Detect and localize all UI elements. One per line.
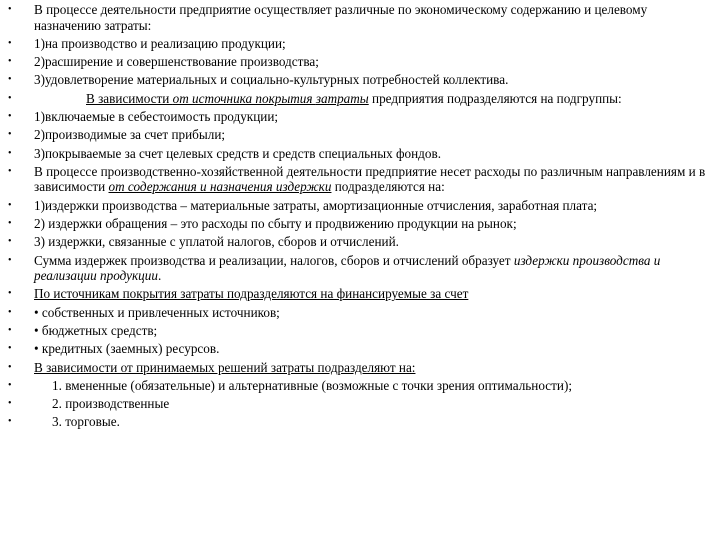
item-text: 1)включаемые в себестоимость продукции;	[34, 109, 279, 124]
item-text-plain: В процессе производственно-хозяйственной деятельности предприятие несет расходы по различным направлениям и в зависимости	[34, 163, 706, 195]
list-item	[8, 414, 706, 430]
bullet-icon: •	[8, 92, 12, 104]
bullet-icon: •	[8, 199, 12, 211]
bullet-icon: •	[8, 254, 12, 266]
list-item	[8, 360, 706, 376]
bullet-icon: •	[8, 288, 12, 300]
bullet-icon: •	[8, 165, 12, 177]
list-item	[8, 253, 706, 284]
item-text: 1)издержки производства – материальные затраты, амортизационные отчисления, заработная плата;	[34, 197, 598, 213]
bullet-icon: •	[8, 56, 12, 68]
list-item	[8, 36, 706, 52]
item-text: 3)удовлетворение материальных и социально-культурных потребностей коллектива.	[34, 72, 509, 88]
list-item	[8, 396, 706, 412]
list-item	[8, 54, 706, 70]
list-item	[8, 286, 706, 302]
item-text: 2)производимые за счет прибыли;	[34, 127, 226, 143]
list-item	[8, 91, 706, 107]
item-text-plain: подразделяются на:	[331, 179, 445, 195]
list-item	[8, 146, 706, 162]
bullet-icon: •	[8, 37, 12, 49]
bullet-icon: •	[8, 361, 12, 373]
item-text-plain: предприятия подразделяются на подгруппы:	[368, 90, 622, 106]
item-text	[34, 164, 705, 195]
item-text: 2)расширение и совершенствование производства;	[34, 54, 319, 70]
item-text: 1)на производство и реализацию продукции;	[34, 35, 286, 51]
bullet-icon: •	[8, 306, 12, 318]
list-item	[8, 323, 706, 339]
list-item	[8, 305, 706, 321]
list-item	[8, 109, 706, 125]
item-text-italic: издержки производства и реализации продукции	[34, 252, 661, 284]
item-text-underlined-italic: затраты	[315, 90, 369, 106]
item-text: 2. производственные	[52, 396, 170, 412]
bullet-icon: •	[8, 147, 12, 159]
item-text: 2) издержки обращения – это расходы по сбыту и продвижению продукции на рынок;	[34, 216, 517, 231]
list-item	[8, 378, 706, 394]
item-text: • бюджетных средств;	[34, 323, 158, 338]
item-text-underlined: По источникам покрытия затраты подразделяются на финансируемые за счет	[34, 286, 469, 302]
item-text: 1. вмененные (обязательные) и альтернативные (возможные с точки зрения оптимальности);	[52, 377, 573, 393]
bullet-icon: •	[8, 379, 12, 391]
bullet-icon: •	[8, 343, 12, 355]
bullet-icon: •	[8, 129, 12, 141]
item-text: 3. торговые.	[52, 414, 120, 430]
item-text	[34, 91, 622, 106]
item-text	[34, 253, 660, 284]
bullet-icon: •	[8, 4, 12, 15]
bullet-icon: •	[8, 111, 12, 122]
list-item	[8, 72, 706, 88]
item-text-underlined-italic: от содержания и назначения издержки	[108, 179, 332, 195]
bullet-list	[8, 2, 706, 430]
bullet-icon: •	[8, 325, 12, 336]
item-text: В процессе деятельности предприятие осуществляет различные по экономическому содержанию и целевому назначению затраты:	[34, 2, 648, 33]
list-item	[8, 2, 706, 33]
item-text-underlined-italic: от источника покрытия	[172, 90, 316, 106]
list-item	[8, 216, 706, 232]
bullet-icon: •	[8, 218, 12, 229]
item-text: • кредитных (заемных) ресурсов.	[34, 341, 220, 357]
list-item	[8, 127, 706, 143]
item-text-underlined: В зависимости от принимаемых решений затраты подразделяют на:	[34, 359, 416, 375]
item-text-plain: Сумма издержек производства и реализации, налогов, сборов и отчислений образует	[34, 252, 514, 268]
list-item	[8, 234, 706, 250]
item-text: 3)покрываемые за счет целевых средств и средств специальных фондов.	[34, 145, 442, 161]
list-item	[8, 198, 706, 214]
list-item	[8, 164, 706, 195]
bullet-icon: •	[8, 416, 12, 428]
item-text: • собственных и привлеченных источников;	[34, 304, 280, 320]
list-item	[8, 341, 706, 357]
bullet-icon: •	[8, 236, 12, 248]
item-text: 3) издержки, связанные с уплатой налогов, сборов и отчислений.	[34, 234, 399, 250]
bullet-icon: •	[8, 74, 12, 86]
bullet-icon: •	[8, 398, 12, 410]
item-text-underlined: В зависимости	[86, 90, 173, 106]
item-text-plain: .	[157, 268, 162, 284]
